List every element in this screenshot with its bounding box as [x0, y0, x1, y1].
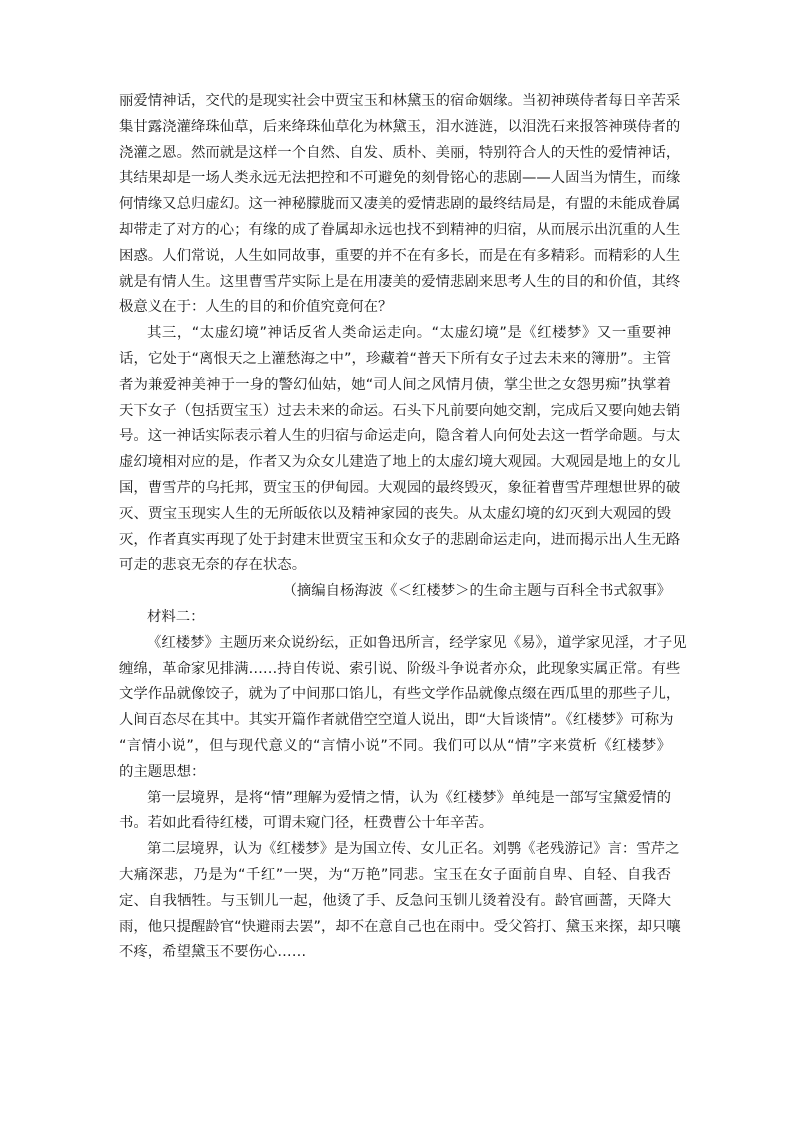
text-line: 号。这一神话实际表示着人生的归宿与命运走向，隐含着人向何处去这一哲学命题。与太 [119, 428, 681, 445]
text-line: 的主题思想： [119, 763, 206, 780]
text-line: 第二层境界，认为《红楼梦》是为国立传、女儿正名。刘鹗《老残游记》言：雪芹之 [147, 841, 680, 858]
text-line: 其三，“太虚幻境”神话反省人类命运走向。“太虚幻境”是《红楼梦》又一重要神 [147, 325, 671, 342]
source-citation [119, 579, 671, 605]
text-line: 困惑。人们常说，人生如同故事，重要的并不在有多长，而是在有多精彩。而精彩的人生 [119, 247, 681, 264]
text-line: 第一层境界，是将“情”理解为爱情之情，认为《红楼梦》单纯是一部写宝黛爱情的 [147, 789, 671, 806]
text-line: 却带走了对方的心；有缘的成了眷属却永远也找不到精神的归宿，从而展示出沉重的人生 [119, 221, 681, 238]
text-line: 文学作品就像饺子，就为了中间那口馅儿，有些文学作品就像点缀在西瓜里的那些子儿， [119, 686, 681, 703]
text-line: 书。若如此看待红楼，可谓未窥门径，枉费曹公十年辛苦。 [119, 815, 494, 832]
text-line: 者为兼爱神美神于一身的警幻仙姑，她“司人间之风情月债，掌尘世之女怨男痴”执掌着 [119, 376, 671, 393]
text-line: 虚幻境相对应的是，作者又为众女儿建造了地上的太虚幻境大观园。大观园是地上的女儿 [119, 454, 681, 471]
text-line: 天下女子（包括贾宝玉）过去未来的命运。石头下凡前要向她交割，完成后又要向她去销 [119, 402, 681, 419]
text-line: 《红楼梦》主题历来众说纷纭，正如鲁迅所言，经学家见《易》，道学家见淫，才子见 [147, 634, 687, 651]
paragraph-third-point [119, 321, 681, 579]
text-line: 话，它处于“离恨天之上灌愁海之中”，珍藏着“普天下所有女子过去未来的簿册”。主管 [119, 350, 671, 367]
text-line: 极意义在于：人生的目的和价值究竟何在？ [119, 299, 393, 316]
text-line: 集甘露浇灌绛珠仙草，后来绛珠仙草化为林黛玉，泪水涟涟，以泪洗石来报答神瑛侍者的 [119, 118, 681, 135]
text-line: 就是有情人生。这里曹雪芹实际上是在用凄美的爱情悲剧来思考人生的目的和价值，其终 [119, 273, 681, 290]
paragraph-continuation [119, 89, 681, 321]
text-line: 国，曹雪芹的乌托邦，贾宝玉的伊甸园。大观园的最终毁灭，象征着曹雪芹理想世界的破 [119, 479, 681, 496]
text-line: 缠绵，革命家见排满……持自传说、索引说、阶级斗争说者亦众，此现象实属正常。有些 [119, 660, 681, 677]
document-page [119, 89, 687, 966]
text-line: 灭，作者真实再现了处于封建末世贾宝玉和众女子的悲剧命运走向，进而揭示出人生无路 [119, 531, 681, 548]
paragraph-first-level [119, 786, 671, 838]
text-line: 材料二： [147, 608, 205, 625]
text-line: 定、自我牺牲。与玉钏儿一起，他烫了手、反急问玉钏儿烫着没有。龄官画蔷，天降大 [119, 892, 671, 909]
text-line: 大痛深悲，乃是为“千红”一哭，为“万艳”同悲。宝玉在女子面前自卑、自轻、自我否 [119, 866, 671, 883]
text-line: 人间百态尽在其中。其实开篇作者就借空空道人说出，即“大旨谈情”。《红楼梦》可称为 [119, 712, 674, 729]
material-two-heading [119, 605, 671, 631]
text-line: 浇灌之恩。然而就是这样一个自然、自发、质朴、美丽，特别符合人的天性的爱情神话， [119, 144, 681, 161]
paragraph-second-level [119, 837, 681, 966]
text-line: 不疼，希望黛玉不要伤心…… [119, 944, 307, 961]
text-line: 可走的悲哀无奈的存在状态。 [119, 557, 307, 574]
text-line: 其结果却是一场人类永远无法把控和不可避免的刻骨铭心的悲剧——人固当为情生，而缘 [119, 170, 681, 187]
text-line: 丽爱情神话，交代的是现实社会中贾宝玉和林黛玉的宿命姻缘。当初神瑛侍者每日辛苦采 [119, 93, 681, 109]
text-line: 雨，他只提醒龄官“快避雨去罢”，却不在意自己也在雨中。受父笞打、黛玉来探，却只嚷 [119, 918, 681, 935]
paragraph-material-two-intro [119, 631, 687, 786]
text-line: （摘编自杨海波《＜红楼梦＞的生命主题与百科全书式叙事》 [282, 583, 671, 600]
text-line: 何情缘又总归虚幻。这一神秘朦胧而又凄美的爱情悲剧的最终结局是，有盟的未能成眷属 [119, 196, 681, 213]
text-line: “言情小说”，但与现代意义的“言情小说”不同。我们可以从“情”字来赏析《红楼梦》 [119, 737, 671, 754]
text-line: 灭、贾宝玉现实人生的无所皈依以及精神家园的丧失。从太虚幻境的幻灭到大观园的毁 [119, 505, 671, 522]
